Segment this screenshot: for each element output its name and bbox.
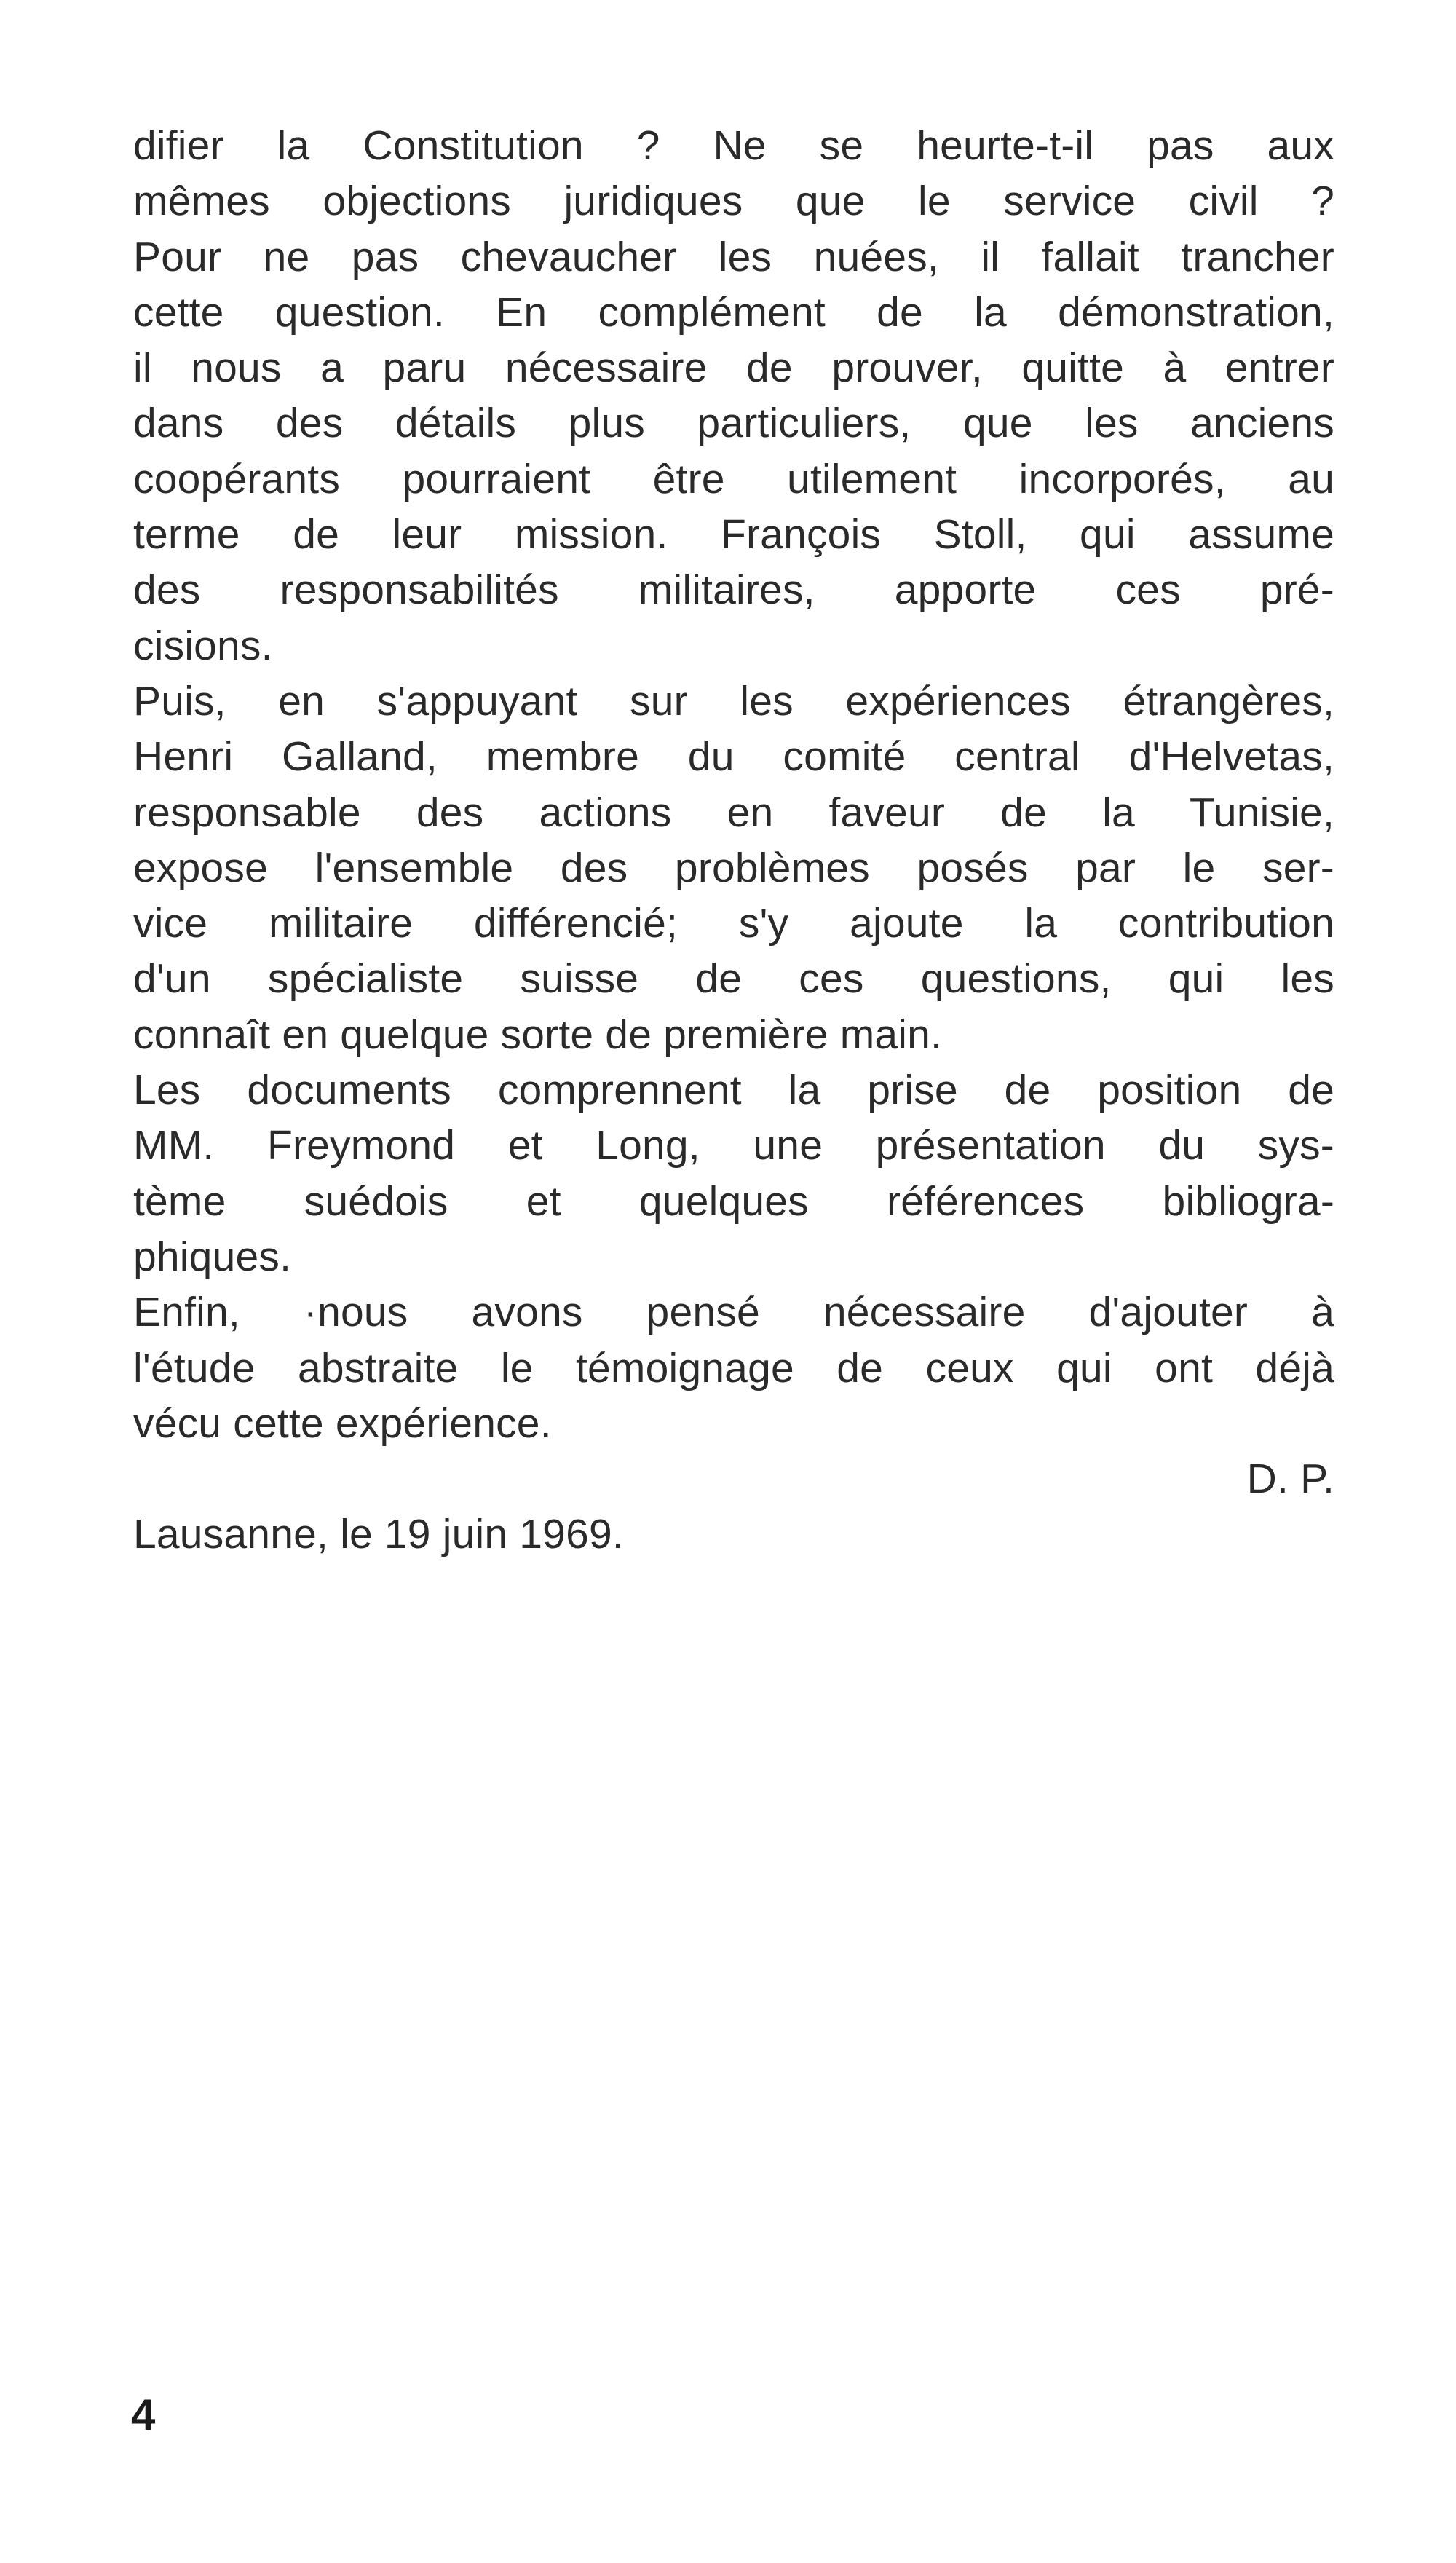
paragraph-4: [133, 1284, 1334, 1451]
text-line: connaît en quelque sorte de première main.: [133, 1011, 943, 1058]
text-line: dans des détails plus particuliers, que les anciens: [133, 400, 1334, 447]
paragraph-3: [133, 1062, 1334, 1284]
text-line: MM. Freymond et Long, une présentation du sys-: [133, 1122, 1334, 1169]
paragraph-1: [133, 118, 1334, 674]
text-line: responsable des actions en faveur de la Tunisie,: [133, 789, 1334, 836]
text-line: cisions.: [133, 622, 273, 669]
text-line: vécu cette expérience.: [133, 1399, 552, 1447]
page-number: 4: [131, 2390, 156, 2439]
text-line: expose l'ensemble des problèmes posés par le ser-: [133, 844, 1334, 891]
paragraph-2: [133, 674, 1334, 1062]
text-line: Pour ne pas chevaucher les nuées, il fallait trancher: [133, 233, 1334, 280]
text-line: vice militaire différencié; s'y ajoute la contribution: [133, 900, 1334, 947]
signature-initials: D. P.: [1246, 1456, 1334, 1503]
text-line: tème suédois et quelques références bibliogra-: [133, 1177, 1334, 1225]
text-line: d'un spécialiste suisse de ces questions, qui les: [133, 955, 1334, 1003]
text-line: difier la Constitution ? Ne se heurte-t-il pas aux: [133, 122, 1334, 169]
text-line: des responsabilités militaires, apporte ces pré-: [133, 566, 1334, 614]
text-line: cette question. En complément de la démonstration,: [133, 288, 1334, 336]
text-line: Les documents comprennent la prise de position de: [133, 1067, 1334, 1114]
text-line: Enfin, ·nous avons pensé nécessaire d'ajouter à: [133, 1289, 1334, 1336]
text-line: phiques.: [133, 1233, 292, 1280]
text-line: il nous a paru nécessaire de prouver, quitte à entrer: [133, 344, 1334, 392]
text-line: coopérants pourraient être utilement incorporés, au: [133, 455, 1334, 502]
place-date: Lausanne, le 19 juin 1969.: [133, 1511, 624, 1558]
text-line: Puis, en s'appuyant sur les expériences étrangères,: [133, 677, 1334, 724]
text-line: mêmes objections juridiques que le service civil ?: [133, 178, 1334, 225]
text-line: terme de leur mission. François Stoll, qui assume: [133, 511, 1334, 558]
body-text: [133, 118, 1334, 1563]
text-line: Henri Galland, membre du comité central d'Helvetas,: [133, 733, 1334, 781]
text-line: l'étude abstraite le témoignage de ceux qui ont déjà: [133, 1344, 1334, 1391]
